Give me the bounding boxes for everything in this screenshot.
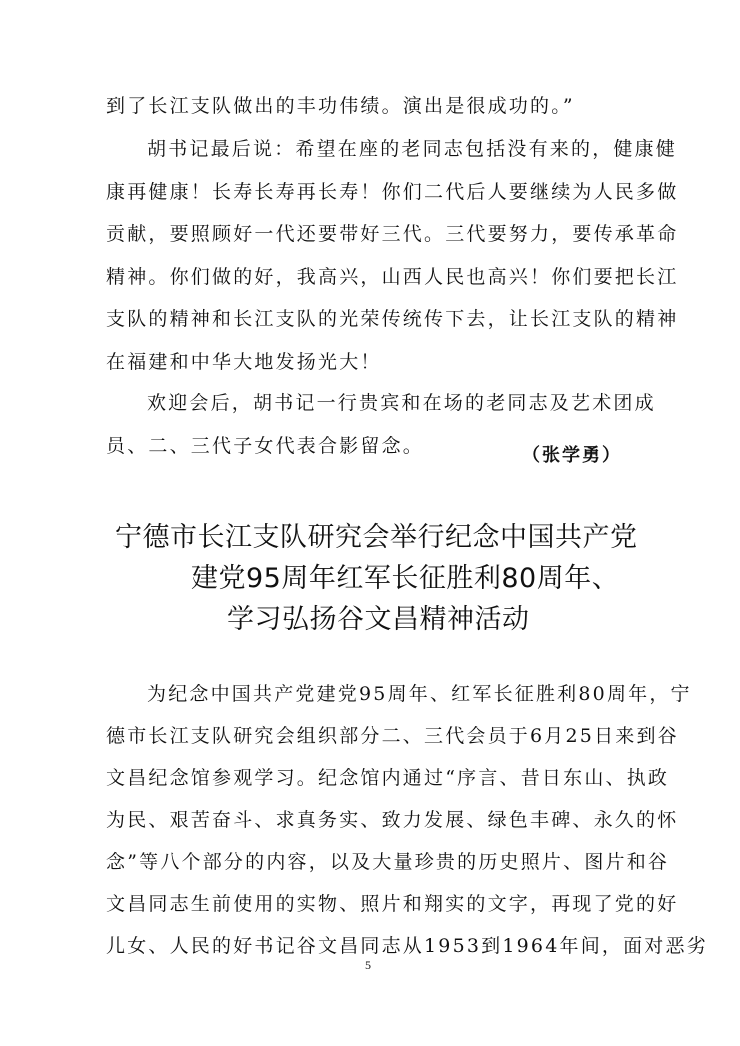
article-body-line-7: 儿女、人民的好书记谷文昌同志从1953到1964年间，面对恶劣	[106, 935, 708, 957]
prev-article-line-8: 欢迎会后，胡书记一行贵宾和在场的老同志及艺术团成	[147, 392, 656, 414]
article-body-line-6: 文昌同志生前使用的实物、照片和翔实的文字，再现了党的好	[106, 893, 679, 915]
article-body-line-3: 文昌纪念馆参观学习。纪念馆内通过“序言、昔日东山、执政	[106, 767, 670, 789]
article-title-line-3: 学习弘扬谷文昌精神活动	[227, 604, 530, 635]
article-title-line-2: 建党95周年红军长征胜利80周年、	[191, 563, 620, 594]
article-title-line-1: 宁德市长江支队研究会举行纪念中国共产党	[115, 522, 638, 553]
prev-article-line-9: 员、二、三代子女代表合影留念。	[106, 435, 425, 457]
author-signature: （张学勇）	[522, 445, 622, 466]
article-body-line-1: 为纪念中国共产党建党95周年、红军长征胜利80周年，宁	[147, 683, 692, 705]
prev-article-line-1: 到了长江支队做出的丰功伟绩。演出是很成功的。”	[106, 95, 575, 117]
article-body-line-5: 念”等八个部分的内容，以及大量珍贵的历史照片、图片和谷	[106, 851, 670, 873]
prev-article-line-3: 康再健康！长寿长寿再长寿！你们二代后人要继续为人民多做	[106, 181, 679, 203]
prev-article-line-7: 在福建和中华大地发扬光大！	[106, 351, 382, 373]
prev-article-line-4: 贡献，要照顾好一代还要带好三代。三代要努力，要传承革命	[106, 223, 679, 245]
prev-article-line-6: 支队的精神和长江支队的光荣传统传下去，让长江支队的精神	[106, 308, 679, 330]
prev-article-line-2: 胡书记最后说：希望在座的老同志包括没有来的，健康健	[147, 138, 678, 160]
prev-article-line-5: 精神。你们做的好，我高兴，山西人民也高兴！你们要把长江	[106, 266, 679, 288]
article-body-line-4: 为民、艰苦奋斗、求真务实、致力发展、绿色丰碑、永久的怀	[106, 809, 679, 831]
article-body-line-2: 德市长江支队研究会组织部分二、三代会员于6月25日来到谷	[106, 725, 679, 747]
page-number: 5	[365, 958, 371, 972]
